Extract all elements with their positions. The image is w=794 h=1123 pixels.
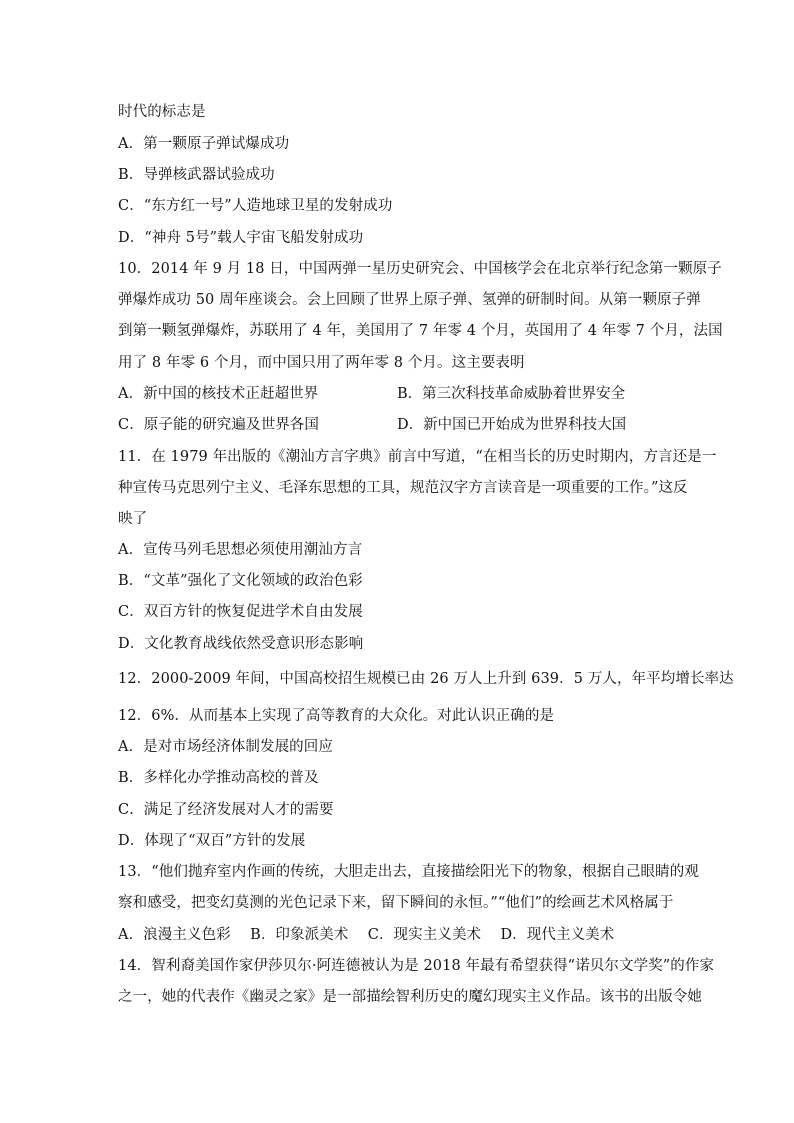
q12-stem-line-2: 12．6%．从而基本上实现了高等教育的大众化。对此认识正确的是 (118, 708, 555, 724)
q10-option-d: D．新中国已开始成为世界科技大国 (397, 417, 627, 433)
q11-option-c: C．双百方针的恢复促进学术自由发展 (118, 604, 363, 620)
q10-stem-line-3: 到第一颗氢弹爆炸，苏联用了 4 年，美国用了 7 年零 4 个月，英国用了 4 年零 7 个月，法国 (118, 323, 723, 339)
q10-option-b: B．第三次科技革命威胁着世界安全 (397, 386, 626, 402)
q10-option-c: C．原子能的研究遍及世界各国 (118, 417, 319, 433)
q10-stem-line-1: 10．2014 年 9 月 18 日，中国两弹一星历史研究会、中国核学会在北京举行纪念第一颗原子 (118, 261, 722, 277)
q13-stem-line-2: 察和感受，把变幻莫测的光色记录下来，留下瞬间的永恒。”“他们”的绘画艺术风格属于 (118, 895, 674, 911)
q10-stem-line-2: 弹爆炸成功 50 周年座谈会。会上回顾了世界上原子弹、氢弹的研制时间。从第一颗原子弹 (118, 292, 701, 308)
q10-option-a: A．新中国的核技术正赶超世界 (118, 386, 319, 402)
q9-option-c: C．“东方红一号”人造地球卫星的发射成功 (118, 198, 393, 214)
q9-stem-tail: 时代的标志是 (118, 104, 206, 120)
q11-option-d: D．文化教育战线依然受意识形态影响 (118, 636, 364, 652)
q10-stem-line-4: 用了 8 年零 6 个月，而中国只用了两年零 8 个月。这主要表明 (118, 355, 525, 371)
q11-stem-line-2: 种宣传马克思列宁主义、毛泽东思想的工具，规范汉字方言读音是一项重要的工作。”这反 (118, 480, 688, 496)
q12-stem-line-1: 12．2000-2009 年间，中国高校招生规模已由 26 万人上升到 639．5 万人，年平均增长率达 (118, 671, 734, 687)
q14-stem-line-2: 之一，她的代表作《幽灵之家》是一部描绘智利历史的魔幻现实主义作品。该书的出版令她 (118, 989, 702, 1005)
q12-option-d: D．体现了“双百”方针的发展 (118, 833, 306, 849)
q11-option-a: A．宣传马列毛思想必须使用潮汕方言 (118, 542, 363, 558)
q13-options-line: A．浪漫主义色彩 B．印象派美术 C．现实主义美术 D．现代主义美术 (118, 927, 615, 943)
q12-option-a: A．是对市场经济体制发展的回应 (118, 739, 333, 755)
q13-stem-line-1: 13．“他们抛弃室内作画的传统，大胆走出去，直接描绘阳光下的物象，根据自己眼睛的观 (118, 864, 699, 880)
q11-stem-line-3: 映了 (118, 511, 148, 527)
q9-option-d: D．“神舟 5号”载人宇宙飞船发射成功 (118, 230, 364, 246)
q11-stem-line-1: 11．在 1979 年出版的《潮汕方言字典》前言中写道，“在相当长的历史时期内，方言还是一 (118, 449, 717, 465)
q11-option-b: B．“文革”强化了文化领域的政治色彩 (118, 573, 363, 589)
q14-stem-line-1: 14．智利裔美国作家伊莎贝尔·阿连德被认为是 2018 年最有希望获得“诺贝尔文学奖”的作家 (118, 958, 715, 974)
q9-option-b: B．导弹核武器试验成功 (118, 167, 275, 183)
q9-option-a: A．第一颗原子弹试爆成功 (118, 136, 290, 152)
q12-option-c: C．满足了经济发展对人才的需要 (118, 802, 334, 818)
q12-option-b: B．多样化办学推动高校的普及 (118, 770, 319, 786)
